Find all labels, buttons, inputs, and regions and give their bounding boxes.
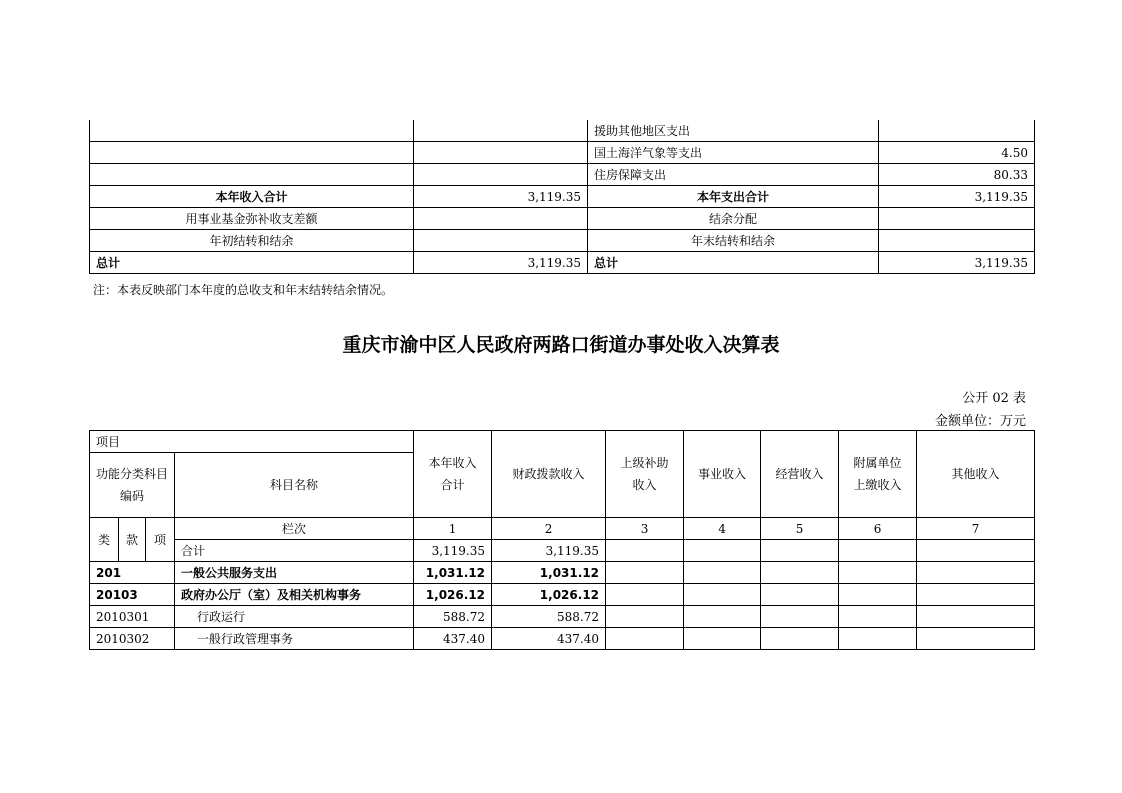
expense-amount (879, 120, 1035, 142)
lanci-label: 栏次 (175, 518, 414, 540)
expense-item: 国土海洋气象等支出 (588, 142, 879, 164)
col-number: 2 (492, 518, 606, 540)
table-row (90, 208, 1035, 230)
grand-total-label: 总计 (90, 252, 414, 274)
col-total-header: 本年收入 合计 (414, 431, 492, 518)
kuan-header: 款 (119, 518, 146, 562)
lei-header: 类 (90, 518, 119, 562)
table-row (90, 584, 1035, 606)
income-table (89, 430, 1035, 650)
col-number: 4 (684, 518, 761, 540)
expense-total-label: 本年支出合计 (588, 186, 879, 208)
table-row (90, 230, 1035, 252)
subject-name: 政府办公厅（室）及相关机构事务 (175, 584, 414, 606)
col-number: 6 (839, 518, 917, 540)
grand-expense-value: 3,119.35 (879, 252, 1035, 274)
table-row (90, 164, 1035, 186)
total-income: 3,119.35 (414, 540, 492, 562)
col-operating-header: 经营收入 (761, 431, 839, 518)
col-number: 5 (761, 518, 839, 540)
col-business-header: 事业收入 (684, 431, 761, 518)
func-code-header: 功能分类科目编码 (90, 453, 175, 518)
income-amount (414, 120, 588, 142)
expense-amount: 4.50 (879, 142, 1035, 164)
subject-name: 一般公共服务支出 (175, 562, 414, 584)
col-number: 3 (606, 518, 684, 540)
income-item (90, 164, 414, 186)
fund-value (414, 208, 588, 230)
fiscal-income: 588.72 (492, 606, 606, 628)
expense-item: 援助其他地区支出 (588, 120, 879, 142)
fiscal-income: 1,026.12 (492, 584, 606, 606)
header-row (90, 431, 1035, 453)
table-row (90, 628, 1035, 650)
col-affil-header: 附属单位 上缴收入 (839, 431, 917, 518)
table-row (90, 120, 1035, 142)
fund-label: 用事业基金弥补收支差额 (90, 208, 414, 230)
surplus-label: 结余分配 (588, 208, 879, 230)
carry-in-label: 年初结转和结余 (90, 230, 414, 252)
function-code: 2010302 (90, 628, 175, 650)
subject-name: 一般行政管理事务 (175, 628, 414, 650)
page-title: 重庆市渝中区人民政府两路口街道办事处收入决算表 (342, 334, 780, 356)
surplus-value (879, 208, 1035, 230)
table-row (90, 252, 1035, 274)
table-note: 注：本表反映部门本年度的总收支和年末结转结余情况。 (93, 283, 394, 297)
subject-name-header: 科目名称 (175, 453, 414, 518)
income-amount (414, 142, 588, 164)
income-total: 1,031.12 (414, 562, 492, 584)
expense-item: 住房保障支出 (588, 164, 879, 186)
col-number: 1 (414, 518, 492, 540)
expense-amount: 80.33 (879, 164, 1035, 186)
col-fiscal-header: 财政拨款收入 (492, 431, 606, 518)
table-row (90, 186, 1035, 208)
carry-out-value (879, 230, 1035, 252)
function-code: 2010301 (90, 606, 175, 628)
expense-total-value: 3,119.35 (879, 186, 1035, 208)
income-total: 588.72 (414, 606, 492, 628)
carry-in-value (414, 230, 588, 252)
income-total-value: 3,119.35 (414, 186, 588, 208)
function-code: 20103 (90, 584, 175, 606)
total-row (90, 540, 1035, 562)
total-label: 合计 (175, 540, 414, 562)
income-total: 1,026.12 (414, 584, 492, 606)
income-item (90, 120, 414, 142)
income-amount (414, 164, 588, 186)
col-number: 7 (917, 518, 1035, 540)
col-other-header: 其他收入 (917, 431, 1035, 518)
table-row (90, 562, 1035, 584)
function-code: 201 (90, 562, 175, 584)
table-row (90, 606, 1035, 628)
xiang-header: 项 (146, 518, 175, 562)
grand-income-value: 3,119.35 (414, 252, 588, 274)
form-number: 公开 02 表 (962, 391, 1026, 406)
column-number-row (90, 518, 1035, 540)
grand-expense-label: 总计 (588, 252, 879, 274)
income-item (90, 142, 414, 164)
col-upper-header: 上级补助 收入 (606, 431, 684, 518)
carry-out-label: 年末结转和结余 (588, 230, 879, 252)
summary-table (89, 120, 1035, 274)
fiscal-income: 437.40 (492, 628, 606, 650)
fiscal-income: 1,031.12 (492, 562, 606, 584)
project-header: 项目 (90, 431, 414, 453)
income-total-label: 本年收入合计 (90, 186, 414, 208)
amount-unit: 金额单位：万元 (934, 414, 1026, 429)
total-fiscal: 3,119.35 (492, 540, 606, 562)
income-total: 437.40 (414, 628, 492, 650)
table-row (90, 142, 1035, 164)
subject-name: 行政运行 (175, 606, 414, 628)
